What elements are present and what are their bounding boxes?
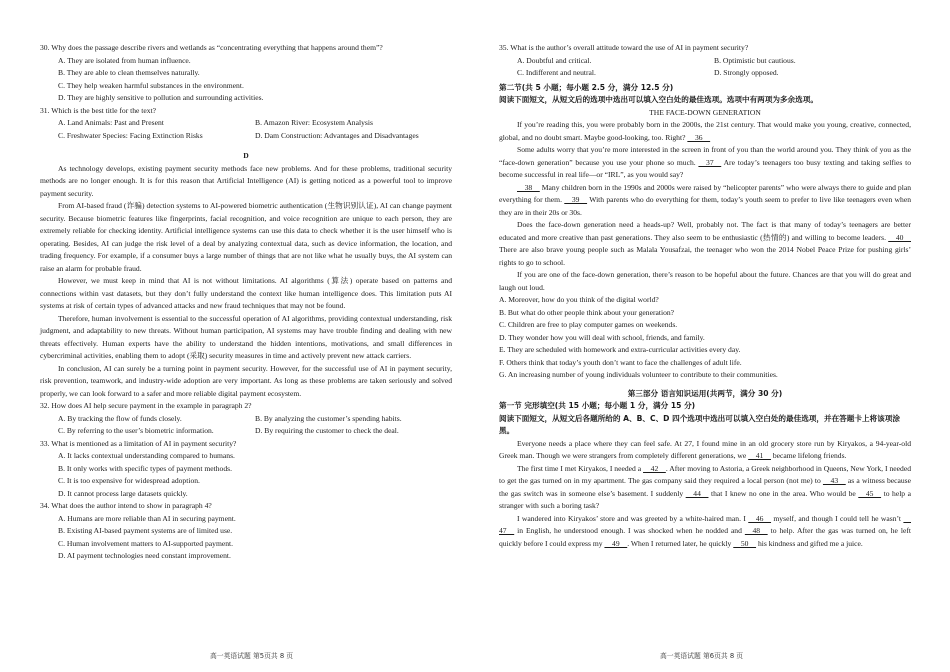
section-2-instructions: 阅读下面短文，从短文后的选项中选出可以填入空白处的最佳选项。选项中有两项为多余选项。 <box>499 95 818 104</box>
paragraph-text: If you’re reading this, you were probably born in the 2000s, the 21st century. That would make you young, creative, connected, global, and no doubt smart. Maybe good-looking, too. Right? <box>499 120 911 142</box>
passage-paragraph-4: Therefore, human involvement is essential to the successful operation of AI algorithms, providing contextual understanding, risk judgment, and adaptability to new threats. Without human participation, AI systems may have trouble finding and dealing with new threats effectively. Human experts have the ability to understand the hidden intentions, motivations, and small differences in cybercriminal activities, enabling them to adopt (采取) security measures in time and actively prevent new attack carriers. <box>40 313 452 360</box>
blank-43: 43 <box>822 476 846 485</box>
question-31-stem: 31. Which is the best title for the text? <box>40 105 157 115</box>
paragraph-text: became lifelong friends. <box>770 451 847 460</box>
question-30-option-c: C. They help weaken harmful substances in the environment. <box>58 80 244 90</box>
question-31-options-row2 <box>40 130 452 143</box>
question-34-option-b: B. Existing AI-based payment systems are of limited use. <box>58 526 233 535</box>
choice-c: C. Children are free to play computer games on weekends. <box>499 320 678 329</box>
question-32-stem: 32. How does AI help secure payment in the example in paragraph 2? <box>40 401 252 410</box>
choice-e: E. They are scheduled with homework and extra-curricular activities every day. <box>499 345 741 354</box>
blank-38: 38 <box>517 182 540 192</box>
paragraph-text: Many children born in the 1990s and 2000s were raised by “helicopter parents” who were always there to guide and plan everything for them. <box>499 182 911 204</box>
question-32-option-b: B. By analyzing the customer’s spending habits. <box>255 413 402 423</box>
blank-47: 47 <box>499 513 911 535</box>
question-30-option-a: A. They are isolated from human influence. <box>58 55 191 65</box>
question-35-stem: 35. What is the author’s overall attitude toward the use of AI in payment security? <box>499 43 749 52</box>
blank-45: 45 <box>858 488 882 498</box>
cloze-paragraph-5: If you are one of the face-down generation, there’s reason to be hopeful about the future. Chances are that you will do great and laugh out loud. <box>499 270 911 292</box>
cloze-paragraph-1 <box>499 119 911 144</box>
question-34-option-a: A. Humans are more reliable than AI in securing payment. <box>58 513 236 523</box>
question-35-option-b: B. Optimistic but cautious. <box>714 55 796 65</box>
passage-paragraph-1: As technology develops, existing payment security methods face new problems. And for these problems, traditional security methods are no longer enough. It is for this reason that Artificial Intelligence (AI) is getting noticed as a powerful tool to improve payment security. <box>40 163 452 198</box>
paragraph-text: The first time I met Kiryakos, I needed a <box>517 463 644 473</box>
cloze-paragraph-4 <box>499 219 911 269</box>
paragraph-text: . When I returned later, he quickly <box>627 538 734 548</box>
passage-paragraph-3: However, we must keep in mind that AI is not without limitations. AI algorithms (算法) operate based on patterns and connections within vast datasets, but they don’t fully understand the context like human intelligence does. This limitation puts AI systems at risk of certain types of advanced attacks and new fraud techniques that may not be found. <box>40 276 452 310</box>
blank-37: 37 <box>698 157 722 167</box>
paragraph-text: in English, he understood enough. I was shocked when he nodded and <box>514 526 745 535</box>
passage-paragraph-5: In conclusion, AI can surely be a turning point in payment security. However, for the successful use of AI in payment security, risk prevention, teamwork, and industry-wide adoption are very important. As long as these problems are taken seriously and solved properly, we can look forward to a safer and more reliable digital payment ecosystem. <box>40 363 452 398</box>
question-34-option-d: D. AI payment technologies need constant improvement. <box>58 551 231 560</box>
question-33-option-d: D. It cannot process large datasets quickly. <box>58 488 188 498</box>
cloze-paragraph-3 <box>499 182 911 220</box>
section-2-title: 第二节(共 5 小题；每小题 2.5 分，满分 12.5 分) <box>499 82 674 92</box>
paragraph-text: There are also brave young people such as Malala Yousafzai, the teenager who won the 2014 Nobel Peace Prize for pushing girls’ rights to go to school. <box>499 245 911 267</box>
passage-paragraph-2: From AI-based fraud (诈骗) detection systems to AI-powered biometric authentication (生物识别认证), AI can change payment security. Because biometric features like fingerprints, facial recognition, and voice recognition are unique to each person, they are extremely reliable for checking identity. Artificial intelligence systems can use this data to check whether it is the user himself who is operating. Besides, AI can judge the risk level of a deal by analyzing contextual data, such as device information, the location, and trading frequency. For example, if a consumer buys a large number of things that are not like what he usually buys, the AI system can raise an alarm for probable fraud. <box>40 201 452 273</box>
question-35-option-c: C. Indifferent and neutral. <box>517 68 596 77</box>
blank-48: 48 <box>744 526 768 535</box>
left-page <box>40 42 452 563</box>
blank-36: 36 <box>687 132 711 142</box>
story-paragraph-3 <box>499 513 911 551</box>
paragraph-text: that I knew no one in the area. Who would be <box>708 488 859 498</box>
question-33-option-a: A. It lacks contextual understanding compared to humans. <box>58 451 235 460</box>
paragraph-text: Everyone needs a place where they can feel safe. At 27, I found mine in an old grocery store run by Kiryakos, a 94-year-old Greek man. Though we were strangers from completely different generations, we <box>499 438 911 460</box>
choice-a: A. Moreover, how do you think of the digital world? <box>499 295 659 304</box>
paragraph-text: Some adults worry that you’re more interested in the screen in front of you than the world around you. They think of you as the “face-down generation” because you use your phone so much. <box>499 145 911 167</box>
right-page-footer: 高一英语试题 第6页共 8 页 <box>660 652 744 660</box>
choice-g: G. An increasing number of young individuals volunteer to contribute to their communities. <box>499 370 778 379</box>
story-paragraph-2 <box>499 463 911 513</box>
cloze-paragraph-2 <box>499 144 911 182</box>
choice-b: B. But what do other people think about your generation? <box>499 307 675 317</box>
question-35-option-a: A. Doubtful and critical. <box>517 55 592 65</box>
right-page <box>499 42 911 550</box>
paragraph-text: as a witness because the gas switch was in someone else’s basement. I suddenly <box>499 476 911 498</box>
blank-49: 49 <box>604 538 628 548</box>
question-34-option-c: C. Human involvement matters to AI-supported payment. <box>58 538 234 548</box>
question-32-option-c: C. By referring to the user’s biometric information. <box>58 426 214 435</box>
blank-44: 44 <box>685 488 709 498</box>
passage-title: THE FACE-DOWN GENERATION <box>649 107 761 117</box>
question-31-options-row1 <box>40 117 452 130</box>
paragraph-text: his kindness and gifted me a juice. <box>756 538 863 548</box>
blank-39: 39 <box>564 195 588 204</box>
question-31-option-a: A. Land Animals: Past and Present <box>58 118 164 127</box>
paragraph-text: myself, and though I could tell he wasn’t <box>771 513 904 523</box>
blank-40: 40 <box>888 232 911 242</box>
paragraph-text: . After moving to Astoria, a Greek neighborhood in Queens, New York, I needed to get the gas turned on in my apartment. The gas company said they required a local person (not me) to <box>499 463 911 485</box>
left-page-footer: 高一英语试题 第5页共 8 页 <box>210 652 294 660</box>
paragraph-text: to help. After the gas was turned on, he left quickly before I could express my <box>499 526 911 548</box>
question-32-options-row1 <box>40 413 452 426</box>
question-30-stem: 30. Why does the passage describe rivers and wetlands as “concentrating everything that happens around them”? <box>40 43 383 52</box>
story-paragraph-1 <box>499 438 911 463</box>
question-35-option-d: D. Strongly opposed. <box>714 68 779 77</box>
section-letter: D <box>243 151 249 160</box>
question-30-option-d: D. They are highly sensitive to pollution and surrounding activities. <box>58 93 264 102</box>
paragraph-text: With parents who do everything for them, today’s youth seem to prefer to live like teenagers even when they are in their 20s or 30s. <box>499 195 911 217</box>
section-1-instructions: 阅读下面短文，从短文后各题所给的 A、B、C、D 四个选项中选出可以填入空白处的最佳选项，并在答题卡上将该项涂黑。 <box>499 413 900 435</box>
paragraph-text: to help a stranger with such a boring task? <box>499 488 912 510</box>
question-32-options-row2 <box>40 425 452 438</box>
question-34-stem: 34. What does the author intend to show in paragraph 4? <box>40 501 212 510</box>
blank-50: 50 <box>733 538 757 548</box>
question-31-option-d: D. Dam Construction: Advantages and Disadvantages <box>255 130 419 140</box>
paragraph-text: Are today’s teenagers too busy texting and taking selfies to become successful in real life—or “IRL”, as you would say? <box>499 157 911 179</box>
choice-f: F. Others think that today’s youth don’t want to face the challenges of adult life. <box>499 357 742 367</box>
question-33-stem: 33. What is mentioned as a limitation of AI in payment security? <box>40 438 237 448</box>
question-35-options-row2 <box>499 67 911 80</box>
question-31-option-b: B. Amazon River: Ecosystem Analysis <box>255 118 373 127</box>
paragraph-text: I wandered into Kiryakos’ store and was greeted by a white-haired man. I <box>517 513 749 523</box>
section-1-title: 第一节 完形填空(共 15 小题；每小题 1 分，满分 15 分) <box>499 401 696 410</box>
question-30-option-b: B. They are able to clean themselves naturally. <box>58 68 200 77</box>
choice-d: D. They wonder how you will deal with school, friends, and family. <box>499 332 705 342</box>
paragraph-text: Does the face-down generation need a heads-up? Well, probably not. The fact is that many of today’s teenagers are better educated and more creative than past generations. They also seem to be enthusiastic (热情的) and willing to become leaders. <box>499 220 911 242</box>
question-32-option-a: A. By tracking the flow of funds closely. <box>58 413 182 423</box>
question-33-option-c: C. It is too expensive for widespread adoption. <box>58 476 200 485</box>
question-33-option-b: B. It only works with specific types of payment methods. <box>58 463 232 473</box>
question-31-option-c: C. Freshwater Species: Facing Extinction Risks <box>58 130 203 140</box>
blank-46: 46 <box>748 513 772 523</box>
blank-42: 42 <box>643 463 666 473</box>
blank-41: 41 <box>748 451 771 460</box>
question-35-options-row1 <box>499 55 911 68</box>
question-32-option-d: D. By requiring the customer to check the deal. <box>255 426 399 435</box>
part-3-title: 第三部分 语言知识运用(共两节，满分 30 分) <box>627 388 783 398</box>
